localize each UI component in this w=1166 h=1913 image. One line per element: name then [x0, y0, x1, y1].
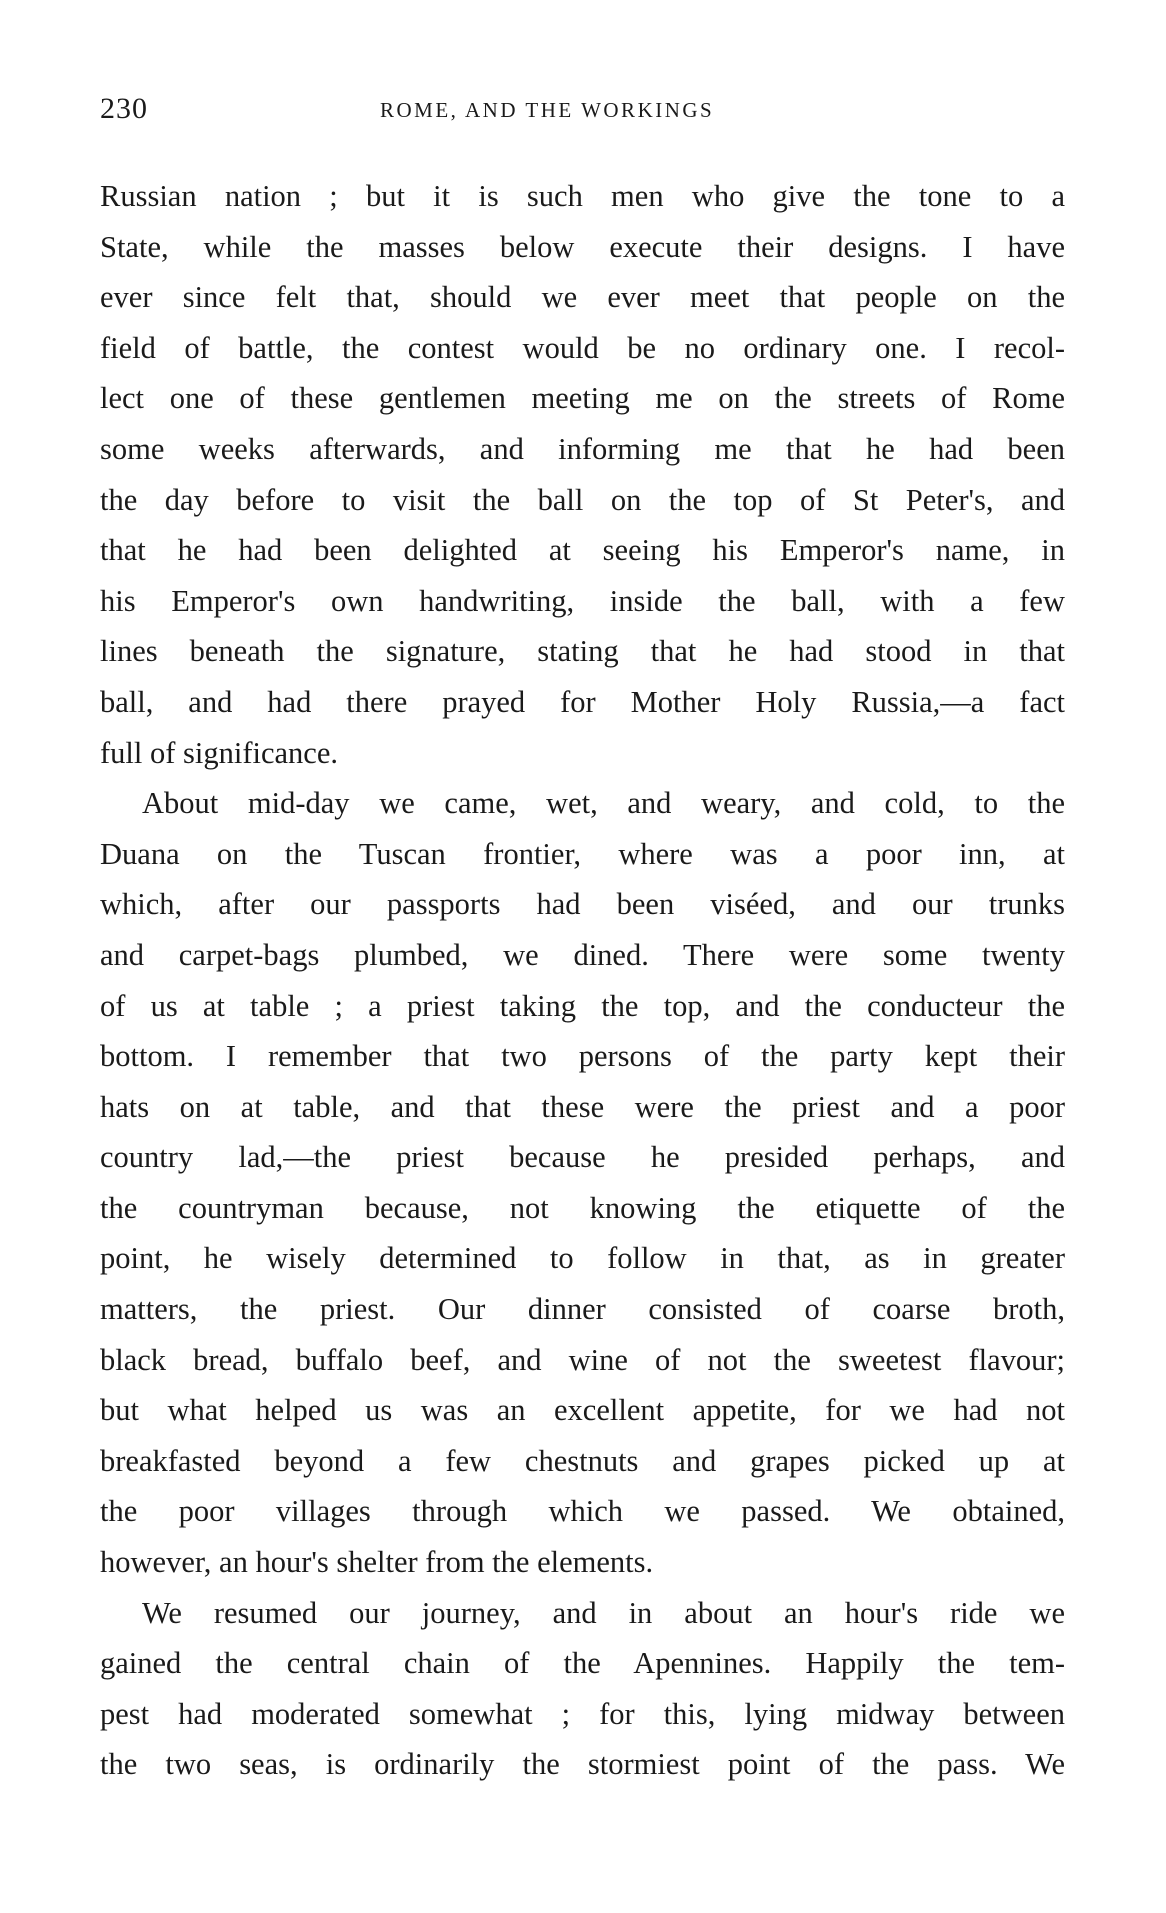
running-title: ROME, AND THE WORKINGS: [380, 98, 715, 122]
page-number: 230: [100, 92, 148, 125]
text-line: the poor villages through which we passed. We obtained,: [100, 1494, 1065, 1529]
text-line: that he had been delighted at seeing his Emperor's name, in: [100, 533, 1065, 568]
text-line: but what helped us was an excellent appetite, for we had not: [100, 1393, 1065, 1428]
text-line: State, while the masses below execute their designs. I have: [100, 229, 1065, 264]
text-line: hats on at table, and that these were the priest and a poor: [100, 1089, 1065, 1124]
body-text: [100, 171, 1065, 1790]
text-line: lines beneath the signature, stating that he had stood in that: [100, 634, 1065, 669]
text-line: field of battle, the contest would be no ordinary one. I recol-: [100, 330, 1065, 365]
text-line: ever since felt that, should we ever meet that people on the: [100, 280, 1065, 315]
running-head: [100, 92, 1065, 132]
text-line: however, an hour's shelter from the elements.: [100, 1545, 654, 1580]
text-line: the countryman because, not knowing the etiquette of the: [100, 1190, 1065, 1225]
text-line: country lad,—the priest because he presided perhaps, and: [100, 1140, 1065, 1175]
text-line: the two seas, is ordinarily the stormiest point of the pass. We: [100, 1747, 1065, 1782]
text-line: his Emperor's own handwriting, inside the ball, with a few: [100, 583, 1065, 618]
text-line: the day before to visit the ball on the top of St Peter's, and: [100, 482, 1065, 517]
text-line: full of significance.: [100, 735, 338, 770]
paragraph: [100, 171, 1065, 778]
text-line: which, after our passports had been viséed, and our trunks: [100, 887, 1065, 922]
text-line: About mid-day we came, wet, and weary, and cold, to the: [142, 786, 1065, 821]
text-line: We resumed our journey, and in about an hour's ride we: [142, 1595, 1065, 1630]
text-line: of us at table ; a priest taking the top, and the conducteur the: [100, 988, 1065, 1023]
text-line: lect one of these gentlemen meeting me on the streets of Rome: [100, 381, 1065, 416]
text-line: some weeks afterwards, and informing me that he had been: [100, 431, 1065, 466]
text-line: Duana on the Tuscan frontier, where was a poor inn, at: [100, 836, 1065, 871]
text-line: breakfasted beyond a few chestnuts and grapes picked up at: [100, 1443, 1065, 1478]
text-line: Russian nation ; but it is such men who give the tone to a: [100, 179, 1065, 213]
text-line: point, he wisely determined to follow in that, as in greater: [100, 1241, 1065, 1276]
text-line: pest had moderated somewhat ; for this, lying midway between: [100, 1696, 1065, 1731]
text-line: black bread, buffalo beef, and wine of not the sweetest flavour;: [100, 1342, 1065, 1377]
text-line: and carpet-bags plumbed, we dined. There were some twenty: [100, 937, 1065, 972]
text-line: gained the central chain of the Apennines. Happily the tem-: [100, 1646, 1065, 1681]
text-line: bottom. I remember that two persons of the party kept their: [100, 1039, 1065, 1074]
text-line: matters, the priest. Our dinner consisted of coarse broth,: [100, 1292, 1065, 1327]
text-line: ball, and had there prayed for Mother Holy Russia,—a fact: [100, 684, 1065, 719]
paragraph: [100, 778, 1065, 1588]
paragraph: [100, 1588, 1065, 1790]
